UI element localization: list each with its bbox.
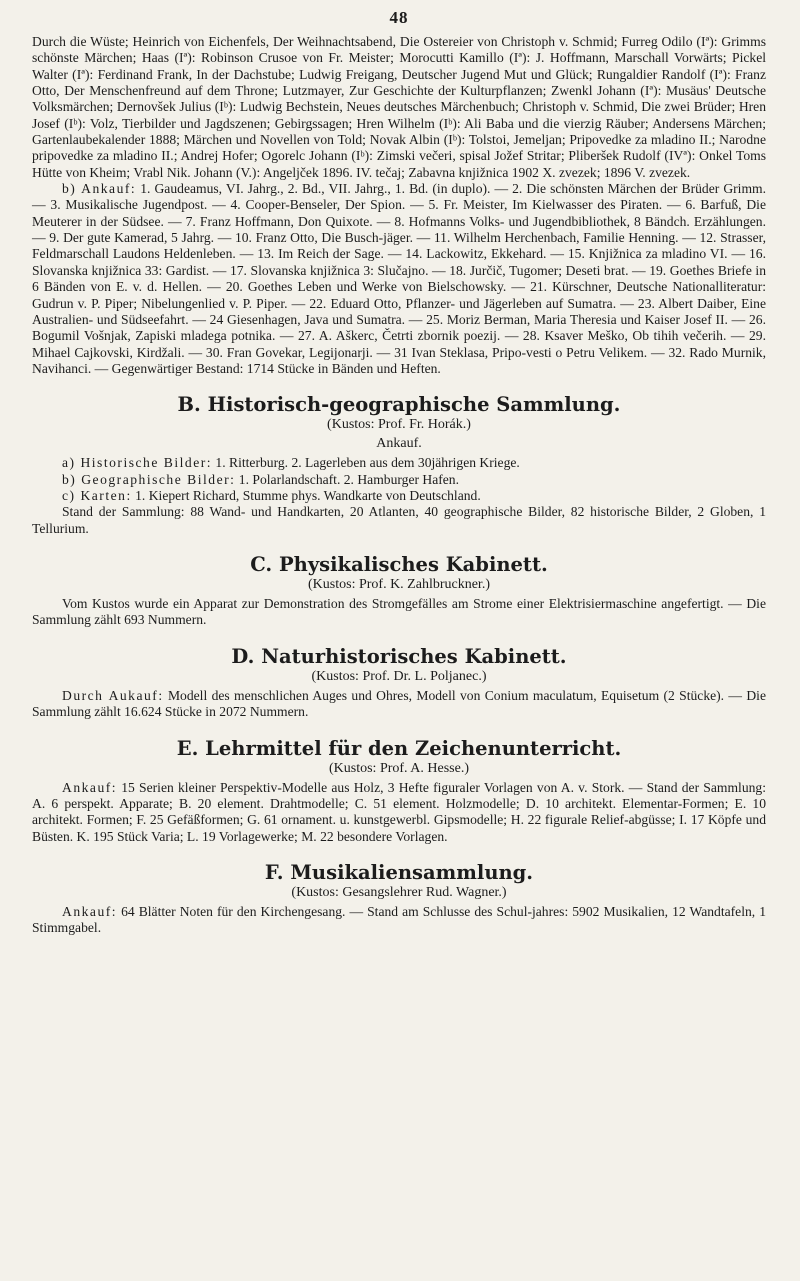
section-c-text: Vom Kustos wurde ein Apparat zur Demonstration des Stromgefälles am Strome einer Elektrisiermaschine angefertigt. — Die Sammlung zählt 693 Nummern. [32,596,766,628]
section-e-text: 15 Serien kleiner Perspektiv-Modelle aus Holz, 3 Hefte figuraler Vorlagen von A. v. Stork. — Stand der Sammlung: A. 6 perspekt. Apparate; B. 20 element. Drahtmodelle; C. 51 element. Holzmodelle; D. 10 architekt. Elementar-Formen; E. 10 architekt. Formen; F. 25 Gefäßformen; G. 61 ornament. u. kunstgewerbl. Gipsmodelle; H. 22 figurale Relief-abgüsse; I. 17 Köpfe und Büsten. K. 195 Stück Varia; L. 19 Vorlagewerke; M. 22 besondere Vorlagen. [32,779,766,844]
section-b-item-b-label: b) Geographische Bilder: [62,471,236,487]
section-b-item-c [62,488,766,504]
section-e-kustos: (Kustos: Prof. A. Hesse.) [329,760,469,776]
section-b-heading: B. Historisch-geographische Sammlung. [177,393,621,417]
section-f-paragraph [32,904,766,937]
section-d-label: Durch Aukauf: [62,687,164,703]
section-e-heading: E. Lehrmittel für den Zeichenunterricht. [176,736,622,760]
section-c-heading: C. Physikalisches Kabinett. [250,553,548,577]
ankauf-text: 1. Gaudeamus, VI. Jahrg., 2. Bd., VII. Jahrg., 1. Bd. (in duplo). — 2. Die schönsten Märchen der Brüder Grimm. — 3. Musikalische Jugendpost. — 4. Cooper-Benseler, Der Spion. — 5. Fr. Meister, Im Kielwasser des Piraten. — 6. Barfuß, Die Meuterer in der Südsee. — 7. Franz Hoffmann, Don Quixote. — 8. Hofmanns Volks- und Jugendbibliothek, 8 Bändch. Erzählungen. — 9. Der gute Kamerad, 5 Jahrg. — 10. Franz Otto, Die Busch-jäger. — 11. Wilhelm Herchenbach, Familie Henning. — 12. Strasser, Feldmarschall Laudons Heldenleben. — 13. Im Reich der Sage. — 14. Lackowitz, Ekkehard. — 15. Knjižnica za mladino VI. — 16. Slovanska knjižnica 33: Gardist. — 17. Slovanska knjižnica 3: Slučajno. — 18. Jurčič, Tugomer; Deseti brat. — 19. Goethes Briefe in 6 Bänden von E. v. d. Hellen. — 20. Goethes Leben und Werke von Bielschowsky. — 21. Kürschner, Deutsche Nationalliteratur: Gudrun v. P. Piper; Nibelungenlied v. P. Piper. — 22. Eduard Otto, Pflanzer- und Jägerleben auf Sumatra. — 23. Albert Daiber, Eine Australien- und Südseefahrt. — 24 Giesenhagen, Java und Sumatra. — 25. Moriz Berman, Maria Theresia und Kaiser Josef II. — 26. Bogumil Vošnjak, Zapiski mladega potnika. — 27. A. Aškerc, Četrti zbornik poezij. — 28. Ksaver Meško, Ob tihih večerih. — 29. Mihael Cajkovski, Kirdžali. — 30. Fran Govekar, Legijonarji. — 31 Ivan Steklasa, Pripo-vesti o Petru Velikem. — 32. Rado Murnik, Navihanci. — Gegenwärtiger Bestand: 1714 Stücke in Bänden und Heften. [32,181,766,376]
section-b-item-c-label: c) Karten: [62,488,132,504]
section-e-paragraph [32,780,766,845]
section-d-kustos: (Kustos: Prof. Dr. L. Poljanec.) [311,668,487,684]
section-c-kustos: (Kustos: Prof. K. Zahlbruckner.) [308,577,490,593]
section-b-item-a-text: 1. Ritterburg. 2. Lagerleben aus dem 30jährigen Kriege. [212,455,520,471]
section-d-paragraph [32,688,766,721]
ankauf-paragraph [32,181,766,377]
section-b-item-a [62,455,766,471]
page-number: 48 [389,8,409,27]
section-b-item-a-label: a) Historische Bilder: [62,455,213,471]
section-b-subheading: Ankauf. [376,436,422,452]
section-f-label: Ankauf: [62,903,118,919]
section-b-kustos: (Kustos: Prof. Fr. Horák.) [327,417,471,433]
section-b-item-c-text: 1. Kiepert Richard, Stumme phys. Wandkarte von Deutschland. [131,488,481,504]
section-f-kustos: (Kustos: Gesangslehrer Rud. Wagner.) [291,884,507,900]
intro-paragraph: Durch die Wüste; Heinrich von Eichenfels, Der Weihnachtsabend, Die Ostereier von Christoph v. Schmid; Furreg Odilo (Iª): Grimms schönste Märchen; Haas (Iª): Robinson Crusoe von Fr. Meister; Morocutti Kamillo (Iª): J. Hoffmann, Marschall Vorwärts; Pickel Walter (Iª): Ferdinand Frank, In der Dachstube; Ludwig Freigang, Deutscher Jugend Mut und Glück; Rungaldier Randolf (Iª): Franz Otto, Der Menschenfreund auf dem Throne; Lutzmayer, Zur Geschichte der Kulturpflanzen; Zwenkl Johann (Iª): Musäus' Deutsche Volksmärchen; Dernovšek Julius (Iᵇ): Ludwig Bechstein, Neues deutsches Märchenbuch; Christoph v. Schmid, Die zwei Brüder; Hren Josef (Iᵇ): Volz, Tierbilder und Jagdszenen; Gebirgssagen; Hren Wilhelm (Iᵇ): Ali Baba und die vierzig Räuber; Andersens Märchen; Gartenlaubekalender 1888; Märchen und Novellen von Told; Novak Albin (Iᵇ): Tolstoi, Jemeljan; Pripovedke za mladino II.; Narodne pripovedke za mladino II.; Andrej Hofer; Ogorelc Johann (Iᵇ): Zimski večeri, spisal Jožef Stritar; Pliberšek Rudolf (IVª): Onkel Toms Hütte von Kheim; Vrabl Nik. Johann (V.): Angeljček 1896. IV. tečaj; Zabavna knjižnica 1902 X. zvezek; 1896 V. zvezek. [32,34,766,180]
ankauf-label: b) Ankauf: [62,181,137,197]
section-f-heading: F. Musikaliensammlung. [264,860,534,884]
section-f-text: 64 Blätter Noten für den Kirchengesang. — Stand am Schlusse des Schul-jahres: 5902 Musikalien, 12 Wandtafeln, 1 Stimmgabel. [32,903,766,936]
section-b-item-b-text: 1. Polarlandschaft. 2. Hamburger Hafen. [235,471,460,487]
section-b-stand: Stand der Sammlung: 88 Wand- und Handkarten, 20 Atlanten, 40 geographische Bilder, 82 historische Bilder, 2 Globen, 1 Tellurium. [32,504,766,536]
section-e-label: Ankauf: [62,779,118,795]
section-d-heading: D. Naturhistorisches Kabinett. [231,644,567,668]
section-b-item-b [62,472,766,488]
section-d-text: Modell des menschlichen Auges und Ohres, Modell von Conium maculatum, Equisetum (2 Stücke). — Die Sammlung zählt 16.624 Stücke in 2072 Nummern. [32,687,766,720]
